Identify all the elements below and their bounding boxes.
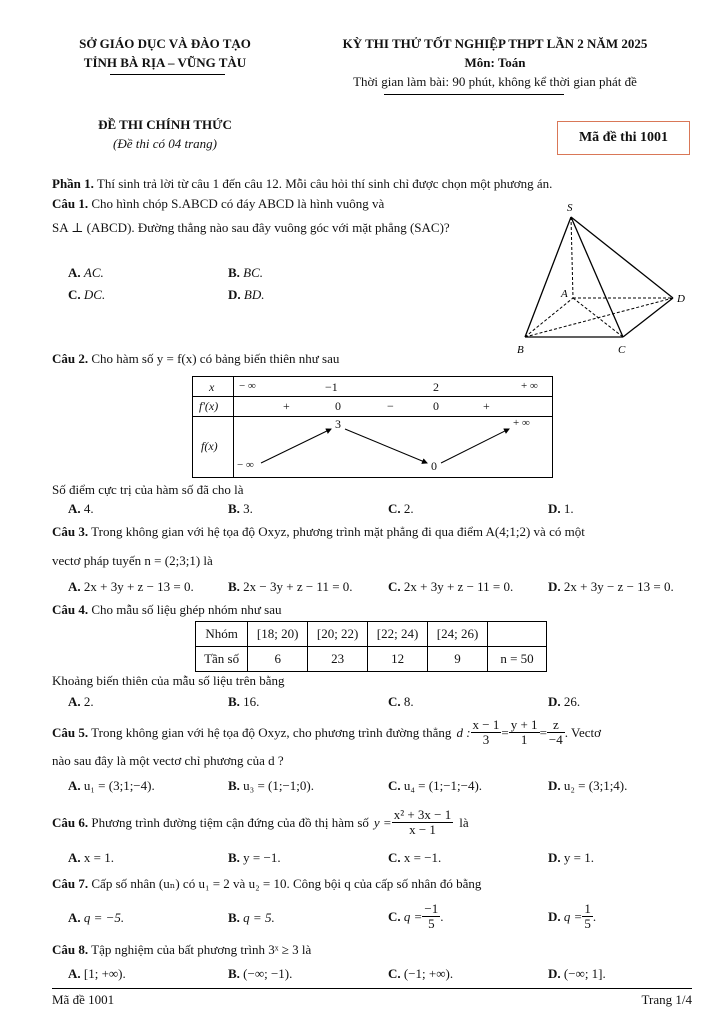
q5-option-c[interactable] xyxy=(388,778,482,794)
q8-text: Tập nghiệm của bất phương trình 3ˣ ≥ 3 là xyxy=(88,942,312,957)
variation-table xyxy=(192,376,553,478)
q2-option-b-letter: B. xyxy=(228,501,240,516)
q3-option-b-letter: B. xyxy=(228,579,240,594)
q4-text: Cho mẫu số liệu ghép nhóm như sau xyxy=(88,602,282,617)
q7-option-c-letter: C. xyxy=(388,908,401,924)
pages-note: (Đề thi có 04 trang) xyxy=(113,136,217,151)
q2-option-b-text: 3. xyxy=(243,501,253,516)
group-header-cell: Nhóm xyxy=(196,622,248,647)
footer-page: Trang 1/4 xyxy=(641,992,692,1007)
label-b: B xyxy=(517,344,524,356)
vt-sign-1: 0 xyxy=(335,399,341,413)
q7-line xyxy=(52,876,481,892)
group-freq-cell: Tần số xyxy=(196,647,248,672)
q6-frac xyxy=(392,808,454,837)
q5-frac-2-num: y + 1 xyxy=(510,717,538,732)
q2-option-d-text: 1. xyxy=(563,501,574,516)
q4-option-a[interactable] xyxy=(68,694,94,710)
q8-option-c-text: (−1; +∞). xyxy=(403,966,454,981)
q3-label: Câu 3. xyxy=(52,524,89,539)
q6-option-c-letter: C. xyxy=(388,850,401,865)
pyramid-figure xyxy=(505,195,700,360)
q3-option-c-text: 2x + 3y + z − 11 = 0. xyxy=(403,579,514,594)
label-d: D xyxy=(677,293,685,305)
q7-option-d-den: 5 xyxy=(584,916,591,931)
q5-frac-3 xyxy=(547,718,565,747)
exam-time-note: Thời gian làm bài: 90 phút, không kể thời gian phát đề xyxy=(353,74,637,89)
q4-label: Câu 4. xyxy=(52,602,89,617)
q8-option-d-text: (−∞; 1]. xyxy=(563,966,606,981)
q3-option-b-text: 2x − 3y + z − 11 = 0. xyxy=(243,579,353,594)
q7-option-c-frac xyxy=(422,902,440,931)
q2-option-b[interactable] xyxy=(228,501,253,517)
q8-label: Câu 8. xyxy=(52,942,89,957)
q1-option-d-letter: D. xyxy=(228,287,241,302)
vt-sign-2: − xyxy=(387,399,394,413)
q5-option-d-text: u₂ = (3;1;4). xyxy=(563,778,628,793)
q7-option-b-letter: B. xyxy=(228,910,240,925)
q5-option-d[interactable] xyxy=(548,778,627,794)
q8-option-b[interactable] xyxy=(228,966,292,982)
q1-option-c-text: DC. xyxy=(83,287,106,302)
q8-option-c-letter: C. xyxy=(388,966,401,981)
q6-option-c[interactable] xyxy=(388,850,441,866)
q6-text-end: là xyxy=(459,814,469,830)
q3-option-d[interactable] xyxy=(548,579,674,595)
q5-option-a-letter: A. xyxy=(68,778,81,793)
vt-sign-3: 0 xyxy=(433,399,439,413)
q7-option-a[interactable] xyxy=(68,910,124,926)
q7-option-b[interactable] xyxy=(228,910,275,926)
q4-option-c-letter: C. xyxy=(388,694,401,709)
q7-option-c-num: −1 xyxy=(424,901,439,916)
group-freq-cell: 9 xyxy=(428,647,488,672)
q2-question: Số điểm cực trị của hàm số đã cho là xyxy=(52,482,244,497)
q1-text2: SA ⊥ (ABCD). Đường thẳng nào sau đây vuông góc với mặt phẳng (SAC)? xyxy=(52,220,450,235)
q6-option-a-text: x = 1. xyxy=(83,850,114,865)
q5-text2: nào sau đây là một vectơ chỉ phương của d ? xyxy=(52,753,284,768)
q4-option-b-letter: B. xyxy=(228,694,240,709)
q6-option-d-letter: D. xyxy=(548,850,561,865)
q8-option-c[interactable] xyxy=(388,966,453,982)
q7-option-c-prefix: q = xyxy=(403,908,423,924)
q1-option-d-text: BD. xyxy=(243,287,265,302)
part1-intro xyxy=(52,176,552,192)
q6-label: Câu 6. xyxy=(52,814,89,830)
q4-option-b-text: 16. xyxy=(243,694,260,709)
vt-sign-0: + xyxy=(283,399,290,413)
q8-option-a-text: [1; +∞). xyxy=(83,966,126,981)
group-data-table xyxy=(195,621,547,672)
group-freq-cell: 12 xyxy=(368,647,428,672)
q4-option-d[interactable] xyxy=(548,694,580,710)
q2-option-d-letter: D. xyxy=(548,501,561,516)
q4-line xyxy=(52,602,282,618)
q6-frac-num: x² + 3x − 1 xyxy=(393,807,452,822)
q4-question: Khoảng biến thiên của mẫu số liệu trên bằng xyxy=(52,673,285,688)
group-header-cell: [24; 26) xyxy=(428,622,488,647)
q6-frac-den: x − 1 xyxy=(409,822,436,837)
q7-option-d-frac xyxy=(582,902,593,931)
q3-option-b[interactable] xyxy=(228,579,353,595)
arrow-up-2 xyxy=(441,429,509,463)
q3-option-d-letter: D. xyxy=(548,579,561,594)
q6-option-a-letter: A. xyxy=(68,850,81,865)
q1-text1: Cho hình chóp S.ABCD có đáy ABCD là hình vuông và xyxy=(88,196,385,211)
q5-label: Câu 5. xyxy=(52,724,89,740)
q2-option-d[interactable] xyxy=(548,501,574,517)
q7-option-a-letter: A. xyxy=(68,910,81,925)
q5-frac-2-den: 1 xyxy=(520,732,528,747)
q7-option-d-num: 1 xyxy=(584,901,591,916)
q4-option-a-text: 2. xyxy=(83,694,94,709)
q6-option-d[interactable] xyxy=(548,850,594,866)
q5-option-b-text: u₃ = (1;−1;0). xyxy=(243,778,314,793)
q5-option-d-letter: D. xyxy=(548,778,561,793)
diag-bd xyxy=(525,298,673,337)
label-c: C xyxy=(618,344,626,356)
q7-option-d-prefix: q = xyxy=(563,908,583,924)
q8-option-d-letter: D. xyxy=(548,966,561,981)
q5-option-a[interactable] xyxy=(68,778,155,794)
vt-f-0: − ∞ xyxy=(237,459,254,471)
q5-frac-3-den: −4 xyxy=(548,732,563,747)
q8-option-b-letter: B. xyxy=(228,966,240,981)
q5-text1-end: . Vectơ xyxy=(564,724,601,740)
q6-eq-prefix: y = xyxy=(373,814,392,830)
official-label: ĐỀ THI CHÍNH THỨC xyxy=(98,117,232,132)
q8-option-b-text: (−∞; −1). xyxy=(243,966,293,981)
q1-line1 xyxy=(52,196,384,212)
q1-option-d[interactable] xyxy=(228,287,264,303)
time-underline xyxy=(384,94,564,95)
q2-option-a-letter: A. xyxy=(68,501,81,516)
q3-line1 xyxy=(52,524,585,540)
q3-option-a[interactable] xyxy=(68,579,194,595)
group-header-cell xyxy=(488,622,547,647)
group-freq-cell: 6 xyxy=(248,647,308,672)
q3-option-a-text: 2x + 3y + z − 13 = 0. xyxy=(83,579,194,594)
q5-line1 xyxy=(52,718,601,747)
exam-code-box xyxy=(557,121,690,155)
q2-line xyxy=(52,351,339,367)
edge-sd xyxy=(571,217,673,298)
q5-eq-sign: = xyxy=(501,724,509,740)
q6-line xyxy=(52,808,469,837)
q5-option-c-letter: C. xyxy=(388,778,401,793)
q7-option-d-suffix: . xyxy=(592,908,597,924)
arrow-down xyxy=(345,429,427,463)
q1-option-c[interactable] xyxy=(68,287,105,303)
q1-option-a-text: AC. xyxy=(83,265,104,280)
q6-option-d-text: y = 1. xyxy=(563,850,594,865)
q3-option-d-text: 2x + 3y − z − 13 = 0. xyxy=(563,579,674,594)
q5-text1: Trong không gian với hệ tọa độ Oxyz, cho phương trình đường thẳng xyxy=(88,724,452,740)
q5-frac-1-den: 3 xyxy=(482,732,490,747)
vt-x-1: −1 xyxy=(325,380,338,394)
arrow-up-1 xyxy=(261,429,331,463)
diag-ac xyxy=(573,298,623,337)
q2-label: Câu 2. xyxy=(52,351,89,366)
q5-frac-1-num: x − 1 xyxy=(472,717,500,732)
q1-option-b-text: BC. xyxy=(243,265,264,280)
vt-f-3: + ∞ xyxy=(513,417,530,429)
q8-option-a[interactable] xyxy=(68,966,126,982)
q1-option-a-letter: A. xyxy=(68,265,81,280)
q5-option-b[interactable] xyxy=(228,778,314,794)
label-s: S xyxy=(567,202,573,214)
q2-option-c[interactable] xyxy=(388,501,414,517)
q5-option-b-letter: B. xyxy=(228,778,240,793)
q6-text: Phương trình đường tiệm cận đứng của đồ thị hàm số xyxy=(88,814,369,830)
q4-option-d-text: 26. xyxy=(563,694,581,709)
q1-option-c-letter: C. xyxy=(68,287,81,302)
q6-option-c-text: x = −1. xyxy=(403,850,442,865)
q6-option-b-letter: B. xyxy=(228,850,240,865)
group-header-cell: [18; 20) xyxy=(248,622,308,647)
group-header-row xyxy=(196,622,547,647)
q8-option-d[interactable] xyxy=(548,966,606,982)
part1-text: Thí sinh trả lời từ câu 1 đến câu 12. Mỗi câu hỏi thí sinh chỉ được chọn một phương án. xyxy=(93,176,553,191)
q5-option-c-text: u₄ = (1;−1;−4). xyxy=(403,778,483,793)
q7-option-d[interactable] xyxy=(548,902,596,931)
vt-fp-label: f'(x) xyxy=(199,399,219,413)
q5-eq-sign: = xyxy=(539,724,547,740)
part1-label: Phần 1. xyxy=(52,176,94,191)
org-line-2: TỈNH BÀ RỊA – VŨNG TÀU xyxy=(83,55,247,70)
q7-option-c-den: 5 xyxy=(428,916,435,931)
q1-option-b-letter: B. xyxy=(228,265,240,280)
q7-option-b-text: q = 5. xyxy=(243,910,275,925)
vt-x-label: x xyxy=(209,380,215,394)
q2-option-c-letter: C. xyxy=(388,501,401,516)
group-freq-cell: n = 50 xyxy=(488,647,547,672)
org-underline xyxy=(110,74,225,75)
vt-f-2: 0 xyxy=(431,459,437,473)
exam-code: Mã đề thi 1001 xyxy=(578,130,669,145)
q3-text1: Trong không gian với hệ tọa độ Oxyz, phương trình mặt phẳng đi qua điểm A(4;1;2) và có một xyxy=(88,524,585,539)
q4-option-c[interactable] xyxy=(388,694,414,710)
vt-f-1: 3 xyxy=(335,417,341,431)
org-line-1: SỞ GIÁO DỤC VÀ ĐÀO TẠO xyxy=(79,36,251,51)
edge-sc xyxy=(571,217,623,337)
vt-x-2: 2 xyxy=(433,380,439,394)
vt-sign-4: + xyxy=(483,399,490,413)
group-header-cell: [20; 22) xyxy=(308,622,368,647)
q5-frac-1 xyxy=(471,718,502,747)
footer-rule xyxy=(52,988,692,989)
q5-option-a-text: u₁ = (3;1;−4). xyxy=(83,778,155,793)
q3-option-c[interactable] xyxy=(388,579,513,595)
q4-option-a-letter: A. xyxy=(68,694,81,709)
vt-f-label: f(x) xyxy=(201,439,218,453)
q1-option-a[interactable] xyxy=(68,265,104,281)
group-header-cell: [22; 24) xyxy=(368,622,428,647)
q4-option-c-text: 8. xyxy=(403,694,414,709)
edge-sb xyxy=(525,217,571,337)
q8-option-a-letter: A. xyxy=(68,966,81,981)
q7-option-c[interactable] xyxy=(388,902,444,931)
q7-text: Cấp số nhân (uₙ) có u₁ = 2 và u₂ = 10. Công bội q của cấp số nhân đó bằng xyxy=(88,876,482,891)
q7-option-a-text: q = −5. xyxy=(83,910,125,925)
vt-x-3: + ∞ xyxy=(521,380,538,392)
q5-eq-prefix: d : xyxy=(456,724,471,740)
label-a: A xyxy=(561,288,568,300)
q6-option-b[interactable] xyxy=(228,850,281,866)
exam-subject: Môn: Toán xyxy=(464,55,526,70)
q3-option-a-letter: A. xyxy=(68,579,81,594)
edge-cd xyxy=(623,298,673,337)
q2-option-a-text: 4. xyxy=(83,501,94,516)
q5-frac-3-num: z xyxy=(547,718,565,733)
q8-line xyxy=(52,942,311,958)
q3-option-c-letter: C. xyxy=(388,579,401,594)
group-freq-row xyxy=(196,647,547,672)
q7-option-d-letter: D. xyxy=(548,908,561,924)
q2-text: Cho hàm số y = f(x) có bảng biến thiên như sau xyxy=(88,351,340,366)
q4-option-b[interactable] xyxy=(228,694,259,710)
q7-option-c-suffix: . xyxy=(440,908,444,924)
q3-text2: vectơ pháp tuyến n = (2;3;1) là xyxy=(52,553,213,568)
q1-option-b[interactable] xyxy=(228,265,263,281)
q4-option-d-letter: D. xyxy=(548,694,561,709)
q6-option-b-text: y = −1. xyxy=(243,850,281,865)
q5-frac-2 xyxy=(509,718,540,747)
q2-option-a[interactable] xyxy=(68,501,94,517)
vt-arrows xyxy=(193,377,552,477)
q2-option-c-text: 2. xyxy=(403,501,414,516)
edge-sa xyxy=(571,217,573,298)
exam-title: KỲ THI THỬ TỐT NGHIỆP THPT LẦN 2 NĂM 2025 xyxy=(342,36,648,51)
q1-label: Câu 1. xyxy=(52,196,89,211)
footer-code: Mã đề 1001 xyxy=(52,992,115,1007)
vt-x-0: − ∞ xyxy=(239,380,256,392)
q6-option-a[interactable] xyxy=(68,850,114,866)
group-freq-cell: 23 xyxy=(308,647,368,672)
q7-label: Câu 7. xyxy=(52,876,89,891)
